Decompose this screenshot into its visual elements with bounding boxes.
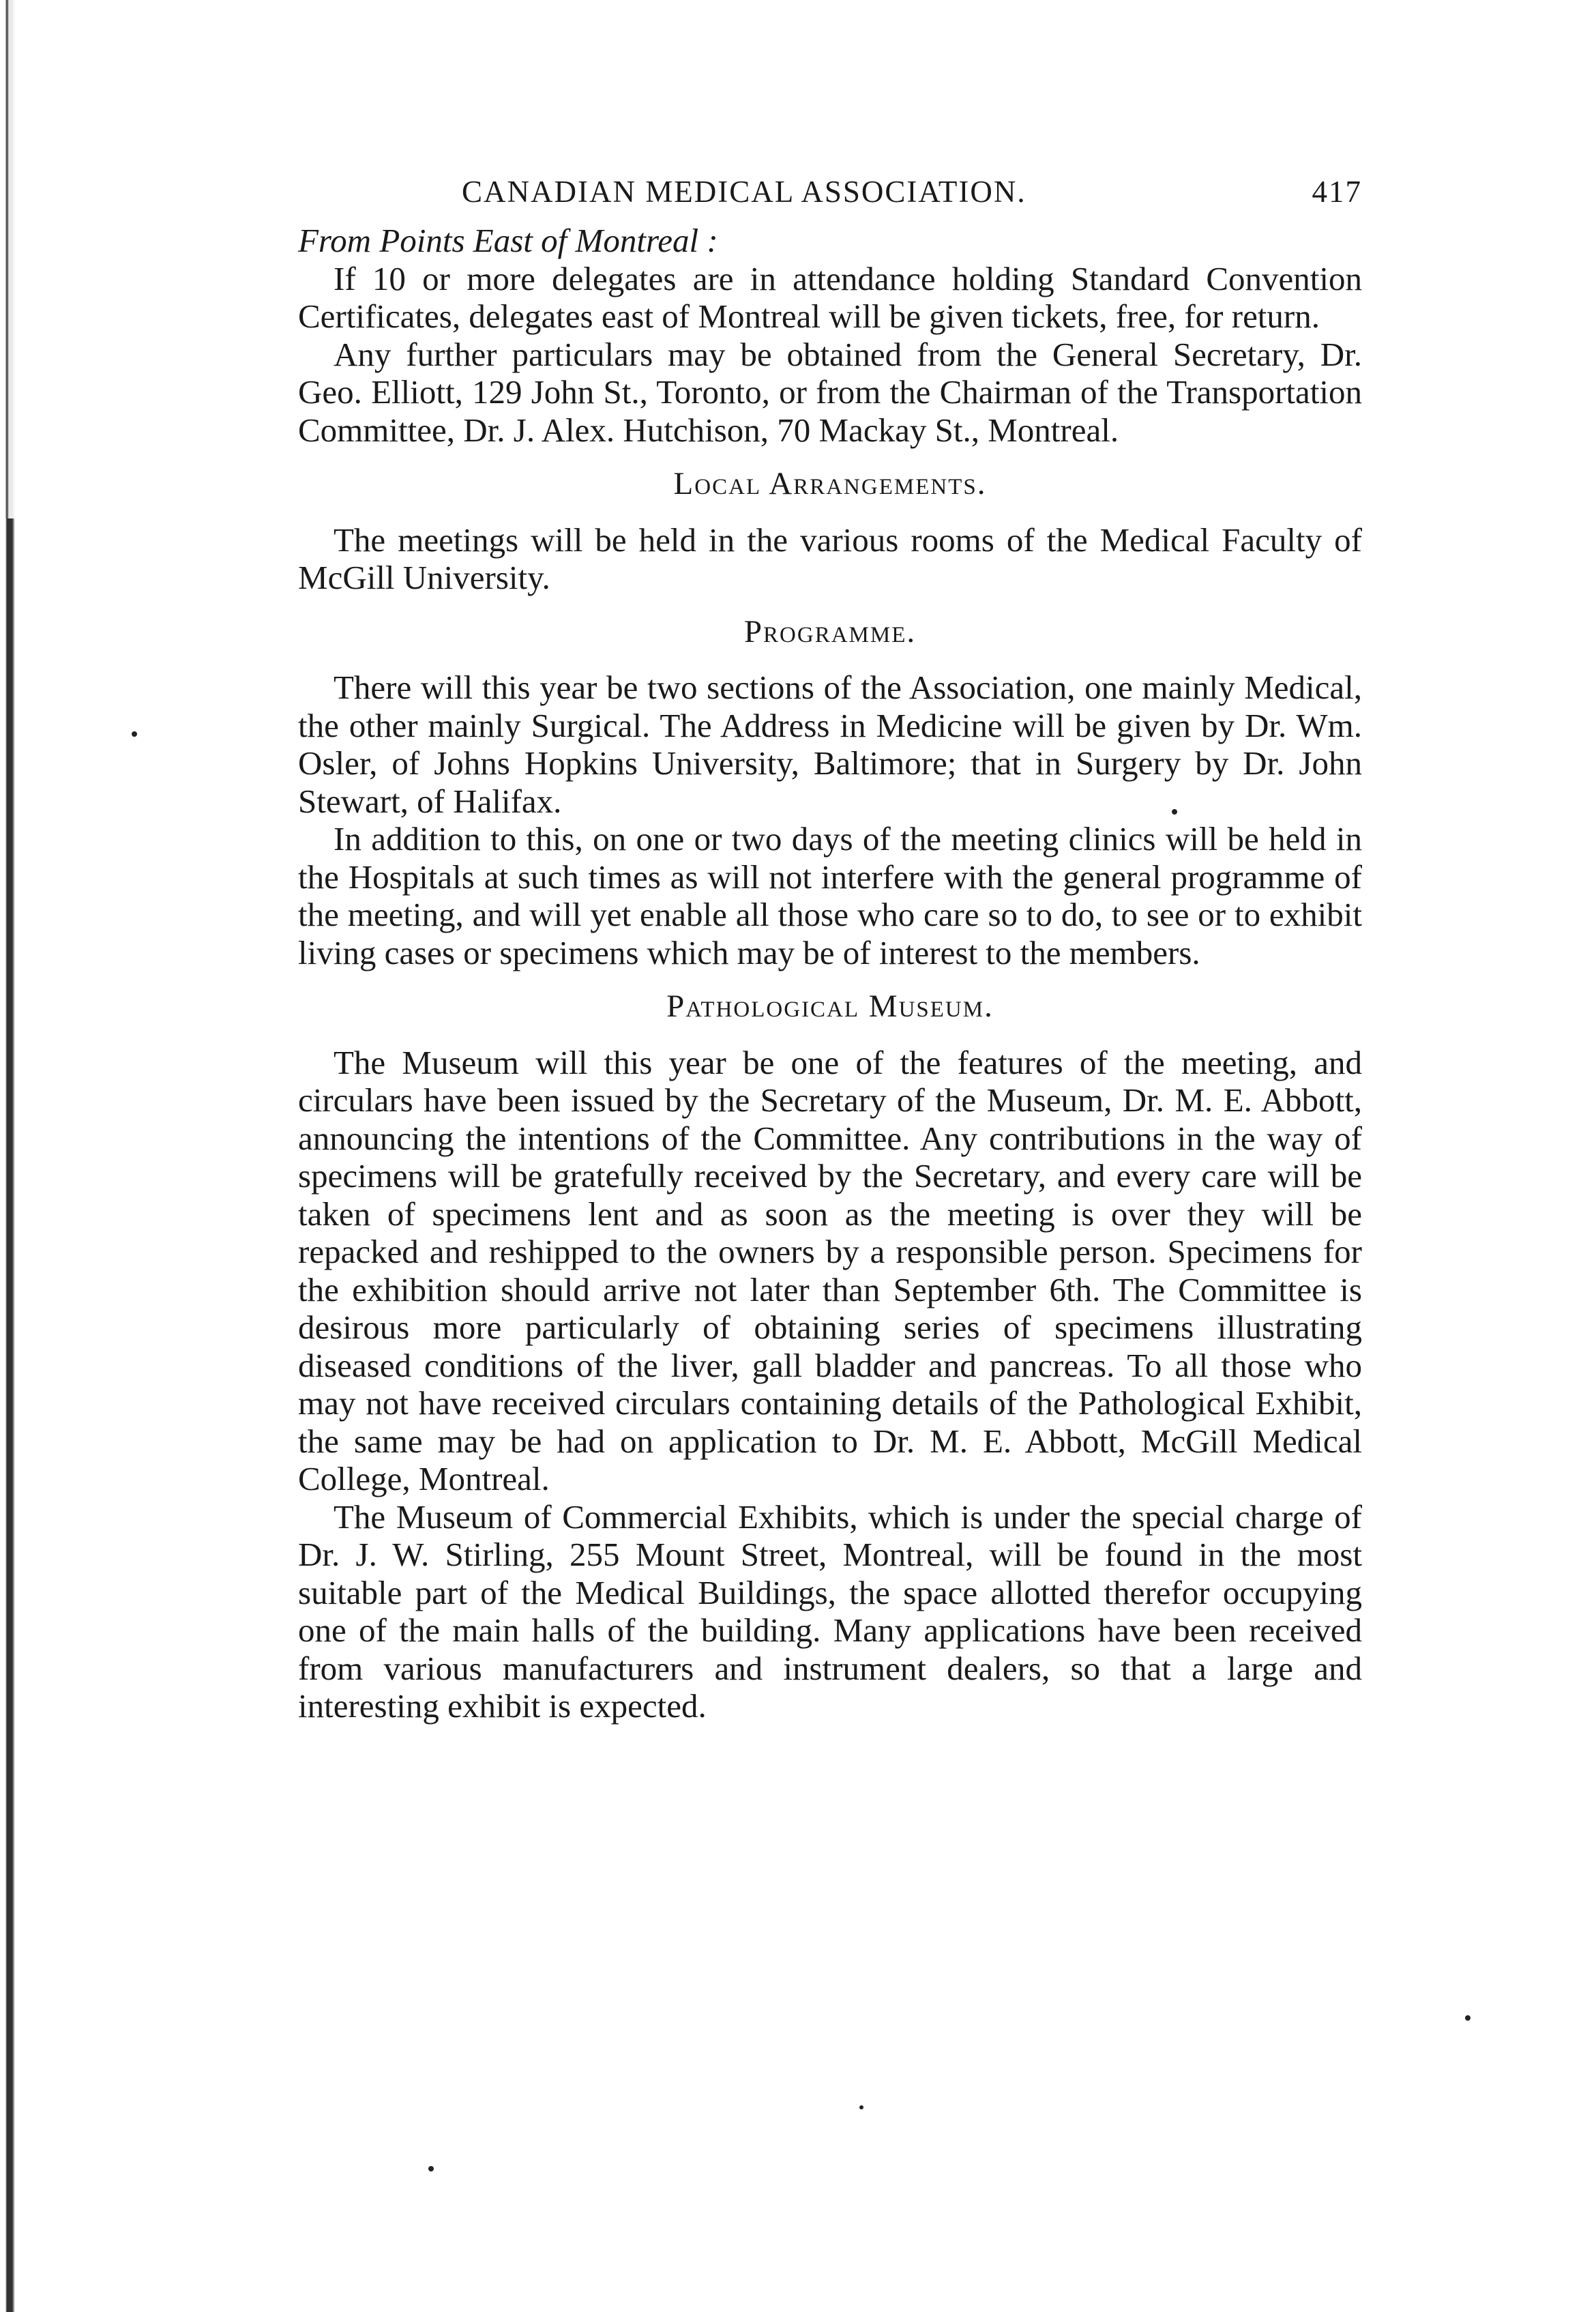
print-speck [1172,809,1177,815]
paragraph: If 10 or more delegates are in attendance holding Standard Convention Certificates, delegates east of Montreal will be given tickets, free, for return. [298,259,1362,335]
section-heading-pathological-museum: Pathological Museum. [666,989,994,1024]
page-body [298,174,1362,1725]
paragraph: The Museum of Commercial Exhibits, which is under the special charge of Dr. J. W. Stirling, 255 Mount Street, Montreal, will be found in the most suitable part of the Medical Buildings, the space allotted therefor occupying one of the main halls of the building. Many applications have been received from various manufacturers and instrument dealers, so that a large and interesting exhibit is expected. [298,1497,1362,1725]
running-head [298,174,1362,222]
paragraph: The Museum will this year be one of the features of the meeting, and circulars have been issued by the Secretary of the Museum, Dr. M. E. Abbott, announcing the intentions of the Committee. Any contributions in the way of specimens will be gratefully received by the Secretary, and every care will be taken of specimens lent and as soon as the meeting is over they will be repacked and reshipped to the owners by a responsible person. Specimens for the exhibition should arrive not later than September 6th. The Committee is desirous more particularly of obtaining series of specimens illustrating diseased conditions of the liver, gall bladder and pancreas. To all those who may not have received circulars containing details of the Pathological Exhibit, the same may be had on application to Dr. M. E. Abbott, McGill Medical College, Montreal. [298,1043,1362,1497]
running-title: CANADIAN MEDICAL ASSOCIATION. [462,175,1026,209]
print-speck [859,2105,863,2109]
body-text [298,222,1362,1725]
section-heading-programme: Programme. [743,613,917,649]
print-speck [132,731,137,737]
page-number: 417 [1312,175,1362,209]
paragraph: In addition to this, on one or two days of the meeting clinics will be held in the Hospitals at such times as will not interfere with the general programme of the meeting, and will yet enable all those who care so to do, to see or to exhibit living cases or specimens which may be of interest to the members. [298,820,1362,971]
print-speck [1465,2015,1471,2021]
binding-edge-top [0,0,15,518]
section-heading-local-arrangements: Local Arrangements. [673,466,987,501]
paragraph: The meetings will be held in the various rooms of the Medical Faculty of McGill University. [298,521,1362,596]
print-speck [428,2166,434,2171]
paragraph: Any further particulars may be obtained from the General Secretary, Dr. Geo. Elliott, 129 John St., Toronto, or from the Chairman of the Transportation Committee, Dr. J. Alex. Hutchison, 70 Mackay St., Montreal. [298,335,1362,449]
subheading-east-of-montreal: From Points East of Montreal : [298,222,718,259]
paragraph: There will this year be two sections of the Association, one mainly Medical, the other mainly Surgical. The Address in Medicine will be given by Dr. Wm. Osler, of Johns Hopkins University, Baltimore; that in Surgery by Dr. John Stewart, of Halifax. [298,669,1362,820]
